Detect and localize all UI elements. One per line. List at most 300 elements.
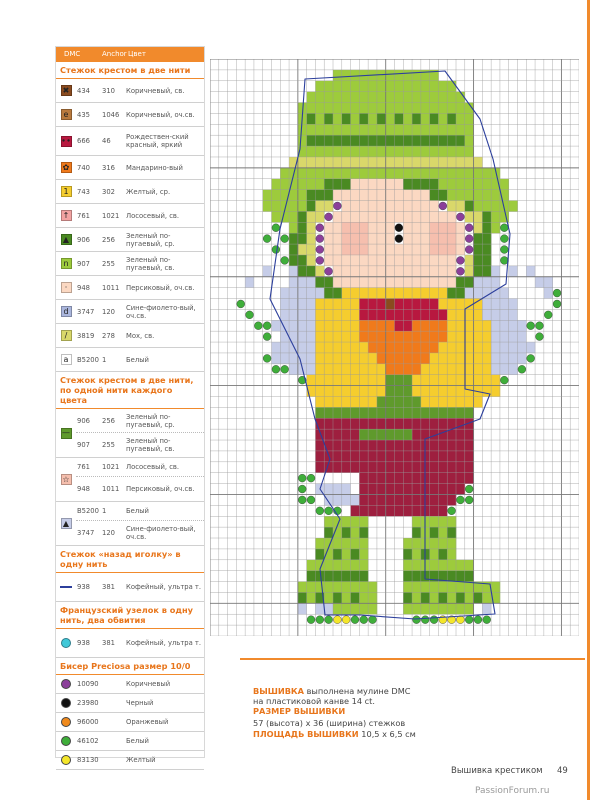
legend-symbol-cell (56, 751, 76, 769)
stitch-cell (465, 113, 474, 124)
stitch-cell (377, 494, 386, 505)
stitch-cell (342, 560, 351, 571)
stitch-cell (359, 168, 368, 179)
stitch-cell (438, 582, 447, 593)
stitch-cell (526, 342, 535, 353)
stitch-cell (298, 157, 307, 168)
info-top-rule (240, 658, 585, 660)
stitch-cell (324, 353, 333, 364)
stitch-cell (456, 157, 465, 168)
backstitch-line-icon (60, 586, 72, 588)
legend-symbol-d (61, 306, 72, 317)
stitch-cell (412, 92, 421, 103)
legend-row-bead (56, 694, 204, 713)
stitch-cell (333, 157, 342, 168)
stitch-cell (438, 364, 447, 375)
bead-mark (316, 256, 324, 264)
stitch-cell (289, 364, 298, 375)
stitch-cell (412, 418, 421, 429)
stitch-cell (324, 375, 333, 386)
stitch-cell (395, 331, 404, 342)
legend-glyph: / (64, 330, 68, 340)
stitch-cell (430, 505, 439, 516)
stitch-cell (430, 146, 439, 157)
stitch-cell (386, 135, 395, 146)
stitch-cell (430, 190, 439, 201)
stitch-cell (412, 396, 421, 407)
stitch-cell (351, 494, 360, 505)
stitch-cell (351, 277, 360, 288)
stitch-cell (403, 549, 412, 560)
stitch-cell (315, 375, 324, 386)
legend-symbol-x (61, 85, 72, 96)
stitch-cell (395, 103, 404, 114)
stitch-cell (386, 386, 395, 397)
stitch-cell (430, 103, 439, 114)
stitch-cell (342, 201, 351, 212)
bead-mark (474, 616, 482, 624)
stitch-cell (333, 70, 342, 81)
stitch-cell (333, 440, 342, 451)
legend-row-bead (56, 675, 204, 694)
stitch-cell (324, 386, 333, 397)
stitch-cell (509, 331, 518, 342)
bead-mark (325, 267, 333, 275)
stitch-cell (298, 124, 307, 135)
stitch-cell (359, 516, 368, 527)
stitch-cell (377, 418, 386, 429)
bead-mark (500, 246, 508, 254)
stitch-cell (263, 266, 272, 277)
info-line-area (253, 729, 416, 739)
stitch-cell (421, 582, 430, 593)
cross-stitch-chart (210, 59, 579, 636)
stitch-cell (368, 484, 377, 495)
stitch-cell (359, 266, 368, 277)
stitch-cell (438, 124, 447, 135)
legend-glyph: ▲ (62, 234, 70, 244)
bead-mark (272, 246, 280, 254)
stitch-cell (333, 364, 342, 375)
stitch-cell (298, 309, 307, 320)
legend-blend-rows (76, 458, 204, 501)
stitch-cell (491, 201, 500, 212)
stitch-cell (368, 418, 377, 429)
stitch-cell (438, 211, 447, 222)
stitch-cell (403, 571, 412, 582)
stitch-cell (298, 211, 307, 222)
stitch-cell (465, 146, 474, 157)
stitch-cell (359, 92, 368, 103)
stitch-cell (456, 560, 465, 571)
stitch-cell (368, 582, 377, 593)
stitch-cell (351, 244, 360, 255)
stitch-cell (403, 407, 412, 418)
color-key-table (55, 46, 205, 764)
stitch-cell (368, 103, 377, 114)
stitch-cell (342, 222, 351, 233)
stitch-cell (359, 582, 368, 593)
stitch-cell (518, 299, 527, 310)
stitch-cell (368, 244, 377, 255)
stitch-cell (368, 494, 377, 505)
stitch-cell (386, 364, 395, 375)
stitch-cell (377, 103, 386, 114)
stitch-cell (315, 113, 324, 124)
stitch-cell (289, 244, 298, 255)
stitch-cell (324, 135, 333, 146)
stitch-cell (368, 255, 377, 266)
stitch-cell (386, 473, 395, 484)
stitch-cell (509, 201, 518, 212)
stitch-cell (395, 190, 404, 201)
stitch-cell (474, 277, 483, 288)
stitch-cell (386, 81, 395, 92)
stitch-cell (482, 190, 491, 201)
stitch-cell (324, 320, 333, 331)
stitch-cell (482, 168, 491, 179)
stitch-cell (333, 484, 342, 495)
stitch-cell (474, 179, 483, 190)
stitch-cell (307, 288, 316, 299)
stitch-cell (395, 135, 404, 146)
stitch-cell (430, 255, 439, 266)
stitch-cell (368, 473, 377, 484)
legend-dmc: B5200 (77, 507, 99, 515)
stitch-cell (500, 320, 509, 331)
stitch-cell (351, 592, 360, 603)
stitch-cell (386, 484, 395, 495)
bead-mark (342, 616, 350, 624)
stitch-cell (315, 451, 324, 462)
legend-color-name: Лососевый, св. (126, 463, 180, 471)
bead-mark (298, 485, 306, 493)
stitch-cell (438, 407, 447, 418)
stitch-cell (412, 299, 421, 310)
stitch-cell (289, 288, 298, 299)
stitch-cell (298, 168, 307, 179)
stitch-cell (368, 375, 377, 386)
stitch-cell (465, 592, 474, 603)
legend-anchor: 256 (102, 416, 115, 425)
stitch-cell (377, 266, 386, 277)
legend-color-name: Белый (126, 737, 149, 745)
stitch-cell (430, 418, 439, 429)
stitch-cell (359, 549, 368, 560)
stitch-cell (474, 396, 483, 407)
legend-symbol-arrow (61, 210, 72, 221)
stitch-cell (315, 81, 324, 92)
stitch-cell (333, 549, 342, 560)
stitch-cell (438, 309, 447, 320)
stitch-cell (395, 451, 404, 462)
stitch-cell (315, 320, 324, 331)
stitch-cell (509, 320, 518, 331)
stitch-cell (368, 320, 377, 331)
legend-symbol-cell (56, 228, 76, 251)
stitch-cell (403, 299, 412, 310)
stitch-cell (403, 244, 412, 255)
stitch-cell (518, 320, 527, 331)
stitch-cell (351, 201, 360, 212)
stitch-cell (368, 233, 377, 244)
bead-mark (316, 616, 324, 624)
stitch-cell (359, 527, 368, 538)
stitch-cell (386, 157, 395, 168)
stitch-cell (474, 266, 483, 277)
stitch-cell (465, 603, 474, 614)
stitch-cell (456, 288, 465, 299)
legend-color-name: Коричневый (126, 680, 171, 688)
legend-anchor: 278 (102, 331, 115, 340)
stitch-cell (395, 473, 404, 484)
stitch-cell (438, 484, 447, 495)
legend-glyph: · (64, 282, 68, 292)
stitch-cell (430, 527, 439, 538)
stitch-cell (359, 451, 368, 462)
stitch-cell (395, 81, 404, 92)
stitch-cell (351, 222, 360, 233)
stitch-cell (359, 560, 368, 571)
legend-dmc: B5200 (77, 355, 99, 364)
legend-symbol-cell (56, 276, 76, 299)
stitch-cell (351, 233, 360, 244)
stitch-cell (395, 255, 404, 266)
stitch-cell (307, 582, 316, 593)
stitch-cell (289, 201, 298, 212)
legend-dmc: 906 (77, 416, 90, 425)
stitch-cell (412, 516, 421, 527)
stitch-cell (438, 277, 447, 288)
stitch-cell (342, 124, 351, 135)
bead-mark (536, 333, 544, 341)
stitch-cell (421, 309, 430, 320)
info-key-embroidery: ВЫШИВКА (253, 686, 304, 696)
stitch-cell (307, 277, 316, 288)
stitch-cell (342, 386, 351, 397)
stitch-cell (535, 299, 544, 310)
stitch-cell (430, 549, 439, 560)
stitch-cell (377, 211, 386, 222)
bead-mark (465, 235, 473, 243)
stitch-cell (307, 266, 316, 277)
bead-mark (465, 224, 473, 232)
stitch-cell (447, 201, 456, 212)
legend-anchor: 302 (102, 187, 115, 196)
stitch-cell (544, 288, 553, 299)
stitch-cell (482, 179, 491, 190)
stitch-cell (351, 288, 360, 299)
stitch-cell (430, 582, 439, 593)
stitch-cell (359, 299, 368, 310)
stitch-cell (351, 255, 360, 266)
legend-symbol-cell (56, 103, 76, 126)
legend-anchor: 256 (102, 235, 115, 244)
stitch-cell (438, 538, 447, 549)
stitch-cell (491, 353, 500, 364)
legend-row (56, 324, 204, 348)
stitch-cell (351, 462, 360, 473)
stitch-cell (465, 582, 474, 593)
stitch-cell (351, 527, 360, 538)
stitch-cell (395, 168, 404, 179)
stitch-cell (412, 320, 421, 331)
stitch-cell (333, 135, 342, 146)
stitch-cell (359, 353, 368, 364)
stitch-cell (298, 233, 307, 244)
stitch-cell (395, 353, 404, 364)
stitch-cell (359, 342, 368, 353)
legend-color-name: Персиковый, оч.св. (126, 283, 195, 292)
info-key-size: РАЗМЕР ВЫШИВКИ (253, 706, 346, 716)
legend-anchor: 255 (102, 259, 115, 268)
stitch-cell (509, 277, 518, 288)
stitch-cell (254, 309, 263, 320)
stitch-cell (377, 309, 386, 320)
stitch-cell (474, 331, 483, 342)
stitch-cell (324, 603, 333, 614)
legend-dmc: 907 (77, 441, 90, 449)
stitch-cell (465, 560, 474, 571)
stitch-cell (535, 309, 544, 320)
stitch-cell (395, 157, 404, 168)
stitch-cell (430, 592, 439, 603)
legend-color-name: Рождествен-ский красный, яркий (126, 133, 189, 149)
stitch-cell (324, 309, 333, 320)
stitch-cell (482, 222, 491, 233)
stitch-cell (447, 190, 456, 201)
stitch-cell (465, 451, 474, 462)
stitch-cell (491, 342, 500, 353)
stitch-cell (465, 190, 474, 201)
stitch-cell (438, 549, 447, 560)
legend-glyph: ✖ (62, 85, 70, 95)
stitch-cell (403, 288, 412, 299)
bead-mark (430, 616, 438, 624)
stitch-cell (395, 386, 404, 397)
stitch-cell (315, 407, 324, 418)
stitch-cell (456, 244, 465, 255)
stitch-cell (368, 429, 377, 440)
bead-mark (536, 322, 544, 330)
stitch-cell (438, 266, 447, 277)
stitch-cell (456, 309, 465, 320)
legend-header (56, 47, 204, 62)
stitch-cell (315, 179, 324, 190)
stitch-cell (351, 124, 360, 135)
stitch-cell (289, 211, 298, 222)
stitch-cell (342, 440, 351, 451)
stitch-cell (315, 331, 324, 342)
bead-mark (360, 616, 368, 624)
stitch-cell (412, 70, 421, 81)
stitch-cell (438, 527, 447, 538)
bead-mark (237, 300, 245, 308)
stitch-cell (430, 396, 439, 407)
stitch-cell (333, 233, 342, 244)
stitch-cell (412, 353, 421, 364)
stitch-cell (368, 288, 377, 299)
bead-mark (500, 235, 508, 243)
stitch-cell (474, 353, 483, 364)
stitch-cell (333, 103, 342, 114)
stitch-cell (315, 494, 324, 505)
stitch-cell (315, 462, 324, 473)
stitch-cell (421, 364, 430, 375)
stitch-cell (403, 146, 412, 157)
stitch-cell (421, 418, 430, 429)
stitch-cell (324, 494, 333, 505)
stitch-cell (447, 277, 456, 288)
stitch-cell (482, 299, 491, 310)
stitch-cell (447, 527, 456, 538)
stitch-cell (447, 603, 456, 614)
stitch-cell (324, 331, 333, 342)
stitch-cell (298, 179, 307, 190)
stitch-cell (386, 418, 395, 429)
stitch-cell (272, 190, 281, 201)
stitch-cell (474, 288, 483, 299)
stitch-cell (359, 473, 368, 484)
stitch-cell (359, 331, 368, 342)
stitch-cell (368, 309, 377, 320)
legend-dmc: 743 (77, 187, 90, 196)
stitch-cell (333, 396, 342, 407)
stitch-cell (324, 146, 333, 157)
stitch-cell (395, 484, 404, 495)
stitch-cell (351, 407, 360, 418)
bead-mark (465, 496, 473, 504)
stitch-cell (359, 538, 368, 549)
stitch-cell (403, 92, 412, 103)
stitch-cell (421, 146, 430, 157)
stitch-cell (430, 135, 439, 146)
stitch-cell (280, 299, 289, 310)
stitch-cell (447, 157, 456, 168)
stitch-cell (509, 309, 518, 320)
stitch-cell (272, 211, 281, 222)
bead-mark (500, 256, 508, 264)
stitch-cell (368, 342, 377, 353)
stitch-cell (438, 342, 447, 353)
stitch-cell (430, 386, 439, 397)
stitch-cell (430, 331, 439, 342)
legend-row (76, 458, 204, 477)
legend-symbol-cell (56, 348, 76, 371)
stitch-cell (395, 429, 404, 440)
stitch-cell (412, 113, 421, 124)
bead-mark (465, 485, 473, 493)
legend-symbol-cell (56, 694, 76, 712)
stitch-cell (386, 462, 395, 473)
legend-anchor: 120 (102, 307, 115, 316)
legend-row (56, 79, 204, 103)
stitch-cell (298, 299, 307, 310)
stitch-cell (456, 375, 465, 386)
stitch-cell (333, 146, 342, 157)
stitch-cell (421, 396, 430, 407)
stitch-cell (518, 353, 527, 364)
stitch-cell (351, 396, 360, 407)
legend-color-name: Кофейный, ультра т. (126, 639, 202, 647)
stitch-cell (456, 135, 465, 146)
stitch-cell (412, 211, 421, 222)
legend-dmc: 938 (77, 583, 90, 591)
bead-mark (307, 474, 315, 482)
stitch-cell (342, 429, 351, 440)
info-key-area: ПЛОЩАДЬ ВЫШИВКИ (253, 729, 359, 739)
stitch-cell (333, 320, 342, 331)
